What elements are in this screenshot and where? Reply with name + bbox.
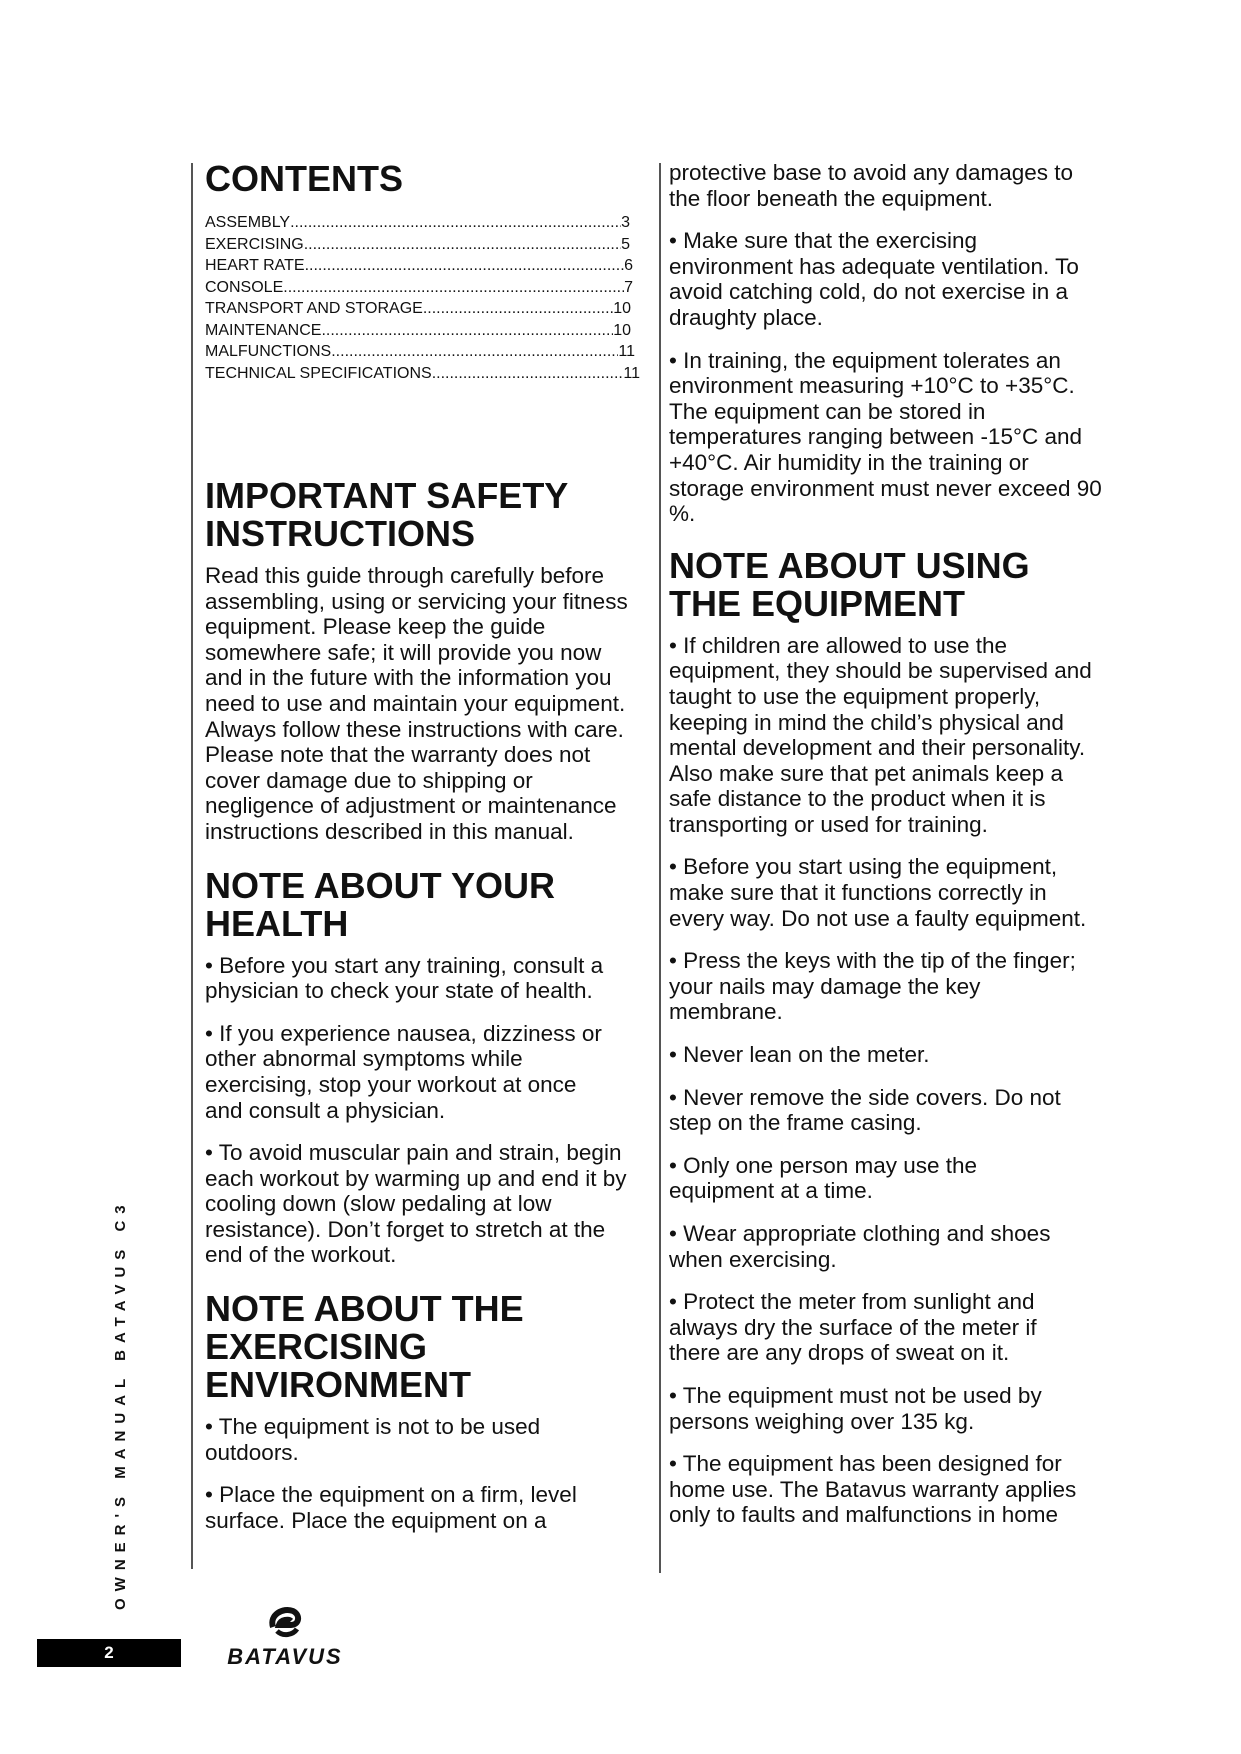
health-item: • If you experience nausea, dizziness or other abnormal symptoms while exercising, stop your workout at once and consult a physician. — [205, 1020, 602, 1123]
health-item: • Before you start any training, consult a physician to check your state of health. — [205, 952, 604, 1004]
toc-item[interactable] — [205, 255, 633, 277]
toc-label: MALFUNCTIONS — [205, 343, 332, 360]
toc-page: 7 — [624, 278, 633, 296]
health-heading: NOTE ABOUT YOUR HEALTH — [205, 864, 556, 944]
toc-label: HEART RATE — [205, 257, 305, 274]
toc-page: 3 — [621, 214, 630, 231]
environment-item-continued: protective base to avoid any damages to the floor beneath the equipment. — [669, 160, 1074, 211]
health-item: • To avoid muscular pain and strain, begin each workout by warming up and end it by cooling down (slow pedaling at low resistance). Don’t forget to stretch at the end of the workout. — [205, 1140, 627, 1268]
toc-page: 5 — [621, 235, 630, 253]
page-number: 2 — [37, 1639, 181, 1667]
toc-label: TECHNICAL SPECIFICATIONS — [205, 364, 432, 382]
toc-item[interactable] — [205, 277, 633, 299]
toc-item[interactable] — [205, 212, 630, 234]
toc-page: 10 — [613, 300, 631, 317]
batavus-logo — [205, 1605, 365, 1670]
logo-wordmark: BATAVUS — [227, 1644, 343, 1669]
toc-item[interactable] — [205, 234, 630, 256]
toc-page: 10 — [613, 321, 631, 339]
toc-item[interactable] — [205, 341, 635, 363]
toc-label: EXERCISING — [205, 235, 304, 253]
toc-label: CONSOLE — [205, 278, 284, 296]
contents-title: CONTENTS — [205, 158, 403, 199]
toc-label: ASSEMBLY — [205, 214, 291, 231]
toc-page: 11 — [618, 343, 635, 360]
using-item: • Never remove the side covers. Do not step on the frame casing. — [669, 1084, 1061, 1136]
left-column — [205, 160, 645, 1550]
toc-item[interactable] — [205, 363, 640, 385]
column-rule-left — [191, 163, 193, 1569]
using-item: • If children are allowed to use the equipment, they should be supervised and taught to use the equipment properly, keeping in mind the child’s physical and mental development and their personality. Also make sure that pet animals keep a safe distance to the product when it is transporting or used for training. — [669, 632, 1092, 837]
toc-item[interactable] — [205, 298, 631, 320]
toc-item[interactable] — [205, 320, 631, 342]
using-item: • Never lean on the meter. — [669, 1042, 930, 1068]
column-rule-right — [659, 163, 661, 1573]
toc-page: 11 — [623, 364, 640, 382]
using-item: • Protect the meter from sunlight and always dry the surface of the meter if there are any drops of sweat on it. — [669, 1289, 1037, 1366]
safety-heading: IMPORTANT SAFETY INSTRUCTIONS — [205, 475, 568, 554]
environment-item: • In training, the equipment tolerates an environment measuring +10°C to +35°C. The equipment can be stored in temperatures ranging between -15°C and +40°C. Air humidity in the training or storage environment must never exceed 90 %. — [669, 347, 1102, 527]
toc-label: MAINTENANCE — [205, 321, 322, 339]
using-heading: NOTE ABOUT USING THE EQUIPMENT — [669, 544, 1030, 624]
safety-text: Read this guide through carefully before assembling, using or servicing your fitness equipment. Please keep the guide somewhere safe; it will provide you now and in the future with the information you need to use and maintain your equipment. Always follow these instructions with care. Please note that the warranty does not cover damage due to shipping or negligence of adjustment or maintenance instructions described in this manual. — [205, 563, 628, 844]
using-item: • Press the keys with the tip of the finger; your nails may damage the key membrane. — [669, 948, 1076, 1025]
using-item: • Before you start using the equipment, make sure that it functions correctly in every way. Do not use a faulty equipment. — [669, 854, 1087, 931]
side-manual-title: OWNER'S MANUAL BATAVUS C3 — [112, 1198, 129, 1610]
environment-item: • Make sure that the exercising environment has adequate ventilation. To avoid catching cold, do not exercise in a draughty place. — [669, 228, 1079, 330]
toc-label: TRANSPORT AND STORAGE — [205, 300, 423, 317]
toc-page: 6 — [624, 257, 633, 274]
using-item: • The equipment has been designed for home use. The Batavus warranty applies only to faults and malfunctions in home — [669, 1451, 1077, 1528]
environment-item: • Place the equipment on a firm, level surface. Place the equipment on a — [205, 1482, 577, 1533]
using-item: • Wear appropriate clothing and shoes when exercising. — [669, 1221, 1051, 1272]
using-item: • Only one person may use the equipment at a time. — [669, 1152, 978, 1204]
environment-heading: NOTE ABOUT THE EXERCISING ENVIRONMENT — [205, 1288, 524, 1406]
right-column — [669, 160, 1109, 1545]
batavus-logo-icon — [265, 1605, 305, 1639]
using-item: • The equipment must not be used by persons weighing over 135 kg. — [669, 1382, 1042, 1434]
environment-item: • The equipment is not to be used outdoors. — [205, 1414, 541, 1465]
table-of-contents — [205, 212, 645, 384]
